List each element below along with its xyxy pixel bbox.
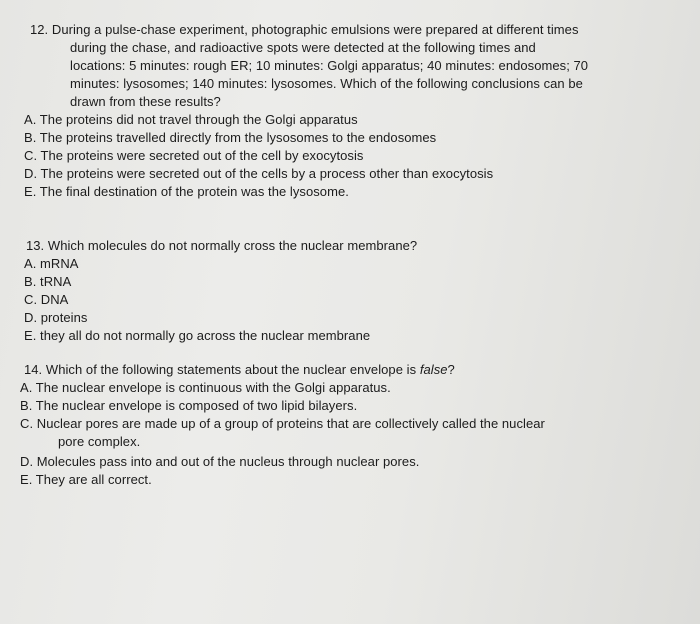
question-14-stem-text: 14. Which of the following statements about the nuclear envelope is (24, 362, 420, 377)
question-13-option-c: C. DNA (24, 292, 69, 307)
question-12-stem-line: 12. During a pulse-chase experiment, photographic emulsions were prepared at different times (30, 22, 579, 37)
question-14-stem-end: ? (447, 362, 455, 377)
question-14-option-c-continued: pore complex. (58, 434, 141, 449)
question-13-option-b: B. tRNA (24, 274, 72, 289)
question-12-option-d: D. The proteins were secreted out of the cells by a process other than exocytosis (24, 166, 494, 181)
question-12-option-a: A. The proteins did not travel through the Golgi apparatus (24, 112, 358, 127)
question-12-stem-line: locations: 5 minutes: rough ER; 10 minutes: Golgi apparatus; 40 minutes: endosomes; 70 (70, 58, 589, 73)
question-12-stem-line: drawn from these results? (70, 94, 221, 109)
question-13-stem: 13. Which molecules do not normally cross the nuclear membrane? (26, 238, 418, 253)
question-12-stem-line: minutes: lysosomes; 140 minutes: lysosomes. Which of the following conclusions can be (70, 76, 583, 91)
question-14-option-c: C. Nuclear pores are made up of a group of proteins that are collectively called the nuclear (20, 416, 545, 431)
question-14-option-d: D. Molecules pass into and out of the nucleus through nuclear pores. (20, 454, 420, 469)
question-12-option-c: C. The proteins were secreted out of the cell by exocytosis (24, 148, 364, 163)
question-13-option-d: D. proteins (24, 310, 88, 325)
question-14-stem (24, 362, 455, 378)
question-13-option-e: E. they all do not normally go across the nuclear membrane (24, 328, 371, 343)
question-14-option-b: B. The nuclear envelope is composed of two lipid bilayers. (20, 398, 358, 413)
question-14-stem-emphasis: false (419, 362, 448, 377)
question-14-option-e: E. They are all correct. (20, 472, 152, 487)
question-14-option-a: A. The nuclear envelope is continuous with the Golgi apparatus. (20, 380, 391, 395)
question-12-option-b: B. The proteins travelled directly from the lysosomes to the endosomes (24, 130, 437, 145)
question-12-option-e: E. The final destination of the protein was the lysosome. (24, 184, 349, 199)
question-13-option-a: A. mRNA (24, 256, 79, 271)
question-12-stem-line: during the chase, and radioactive spots were detected at the following times and (70, 40, 536, 55)
